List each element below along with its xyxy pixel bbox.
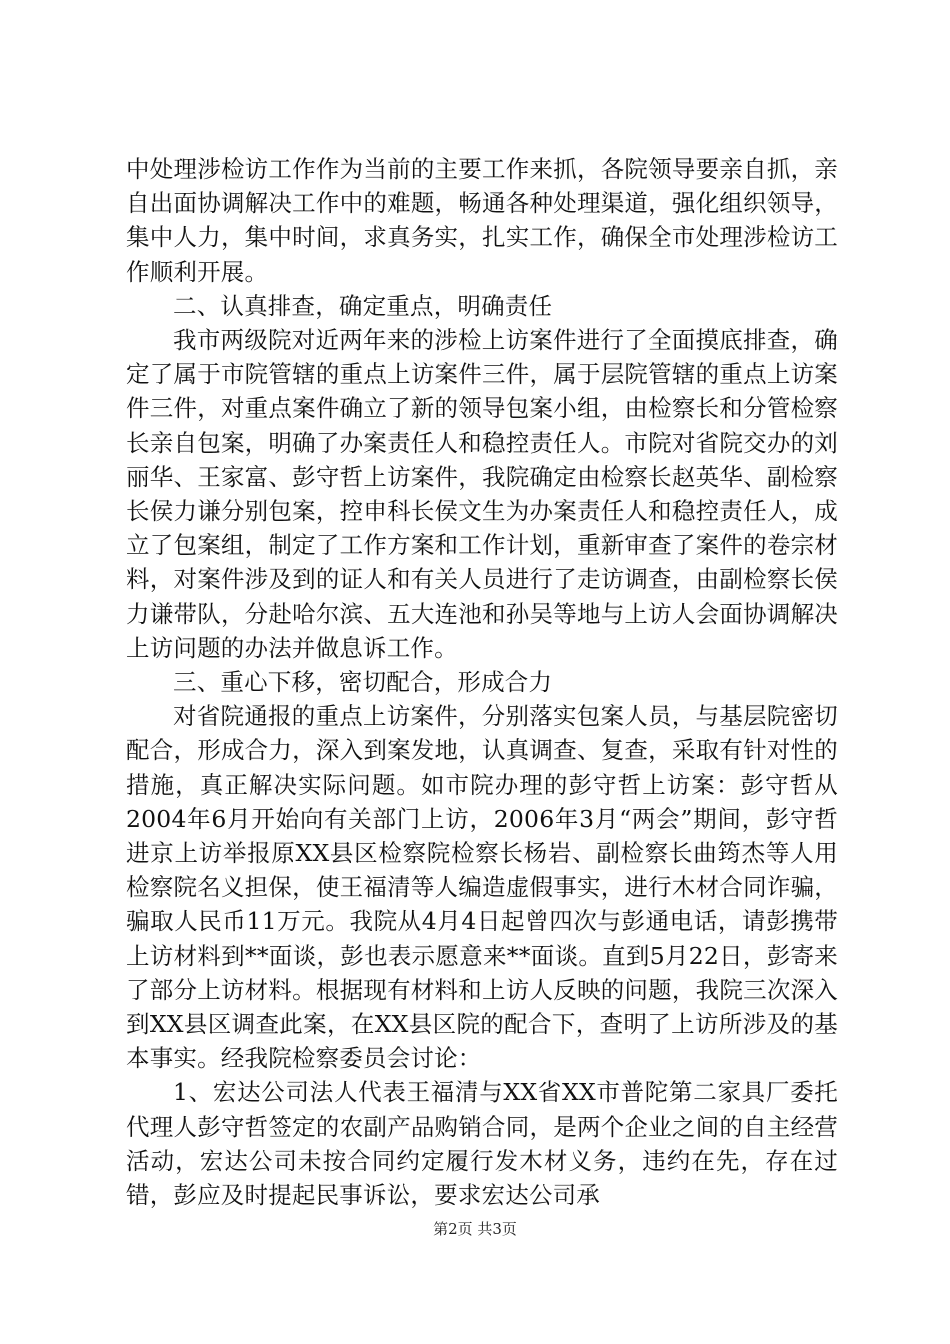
- body-paragraph: 1、宏达公司法人代表王福清与XX省XX市普陀第二家具厂委托代理人彭守哲签定的农副产品购销合同，是两个企业之间的自主经营活动，宏达公司未按合同约定履行发木材义务，违约在先，存在过错，彭应及时提起民事诉讼，要求宏达公司承: [126, 1078, 838, 1210]
- section-heading: 三、重心下移，密切配合，形成合力: [173, 668, 553, 697]
- body-paragraph: 我市两级院对近两年来的涉检上访案件进行了全面摸底排查，确定了属于市院管辖的重点上访案件三件，属于层院管辖的重点上访案件三件，对重点案件确立了新的领导包案小组，由检察长和分管检察长亲自包案，明确了办案责任人和稳控责任人。市院对省院交办的刘丽华、王家富、彭守哲上访案件，我院确定由检察长赵英华、副检察长侯力谦分别包案，控申科长侯文生为办案责任人和稳控责任人，成立了包案组，制定了工作方案和工作计划，重新审查了案件的卷宗材料，对案件涉及到的证人和有关人员进行了走访调查，由副检察长侯力谦带队，分赴哈尔滨、五大连池和孙吴等地与上访人会面协调解决上访问题的办法并做息诉工作。: [126, 326, 838, 662]
- document-body: [126, 152, 838, 1212]
- page-number-footer: 第2页 共3页: [433, 1220, 517, 1238]
- body-paragraph: 对省院通报的重点上访案件，分别落实包案人员，与基层院密切配合，形成合力，深入到案发地，认真调查、复查，采取有针对性的措施，真正解决实际问题。如市院办理的彭守哲上访案：彭守哲从2004年6月开始向有关部门上访，2006年3月“两会”期间，彭守哲进京上访举报原XX县区检察院检察长杨岩、副检察长曲筠杰等人用检察院名义担保，使王福清等人编造虚假事实，进行木材合同诈骗，骗取人民币11万元。我院从4月4日起曾四次与彭通电话，请彭携带上访材料到**面谈，彭也表示愿意来**面谈。直到5月22日，彭寄来了部分上访材料。根据现有材料和上访人反映的问题，我院三次深入到XX县区调查此案，在XX县区院的配合下，查明了上访所涉及的基本事实。经我院检察委员会讨论：: [126, 702, 838, 1073]
- body-paragraph: 中处理涉检访工作作为当前的主要工作来抓，各院领导要亲自抓，亲自出面协调解决工作中的难题，畅通各种处理渠道，强化组织领导，集中人力，集中时间，求真务实，扎实工作，确保全市处理涉检访工作顺利开展。: [126, 155, 838, 286]
- section-heading: 二、认真排查，确定重点，明确责任: [173, 291, 553, 320]
